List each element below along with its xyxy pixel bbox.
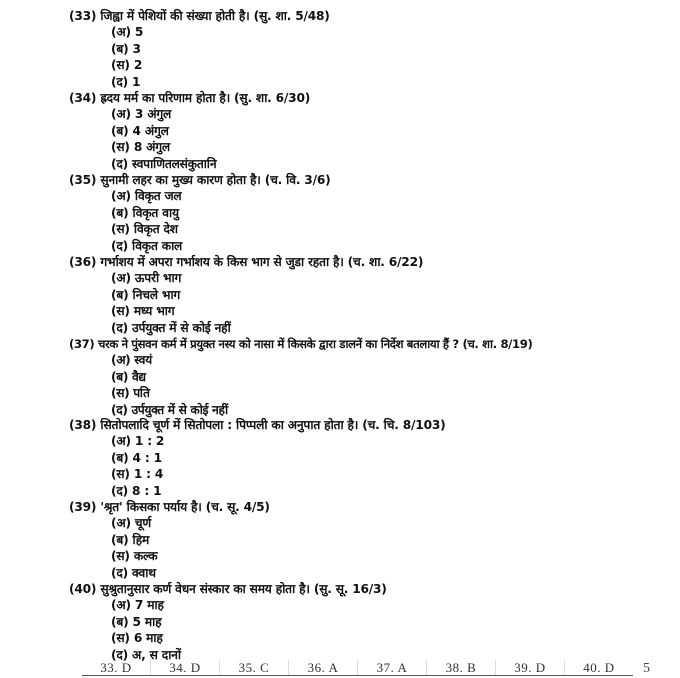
answer-key-item: 37. A	[358, 660, 427, 675]
option-c: (स) पति	[111, 386, 150, 401]
option-d: (द) अ, स दानों	[111, 647, 181, 662]
page-number: 5	[643, 661, 650, 676]
option-c: (स) विकृत देश	[111, 222, 178, 237]
option-a: (अ) स्वयं	[111, 353, 152, 368]
question-33	[69, 8, 330, 90]
question-stem: (40) सुश्रुतानुसार कर्ण वेधन संस्कार का समय होता है। (सु. सू. 16/3)	[69, 582, 387, 596]
option-c: (स) 2	[111, 58, 143, 73]
option-a: (अ) 7 माह	[111, 598, 164, 613]
question-stem: (36) गर्भाशय में अपरा गर्भाशय के किस भाग से जुडा रहता है। (च. शा. 6/22)	[69, 255, 424, 269]
option-b: (ब) हिम	[111, 532, 150, 547]
question-34	[69, 90, 310, 172]
option-d: (द) विकृत काल	[111, 238, 183, 253]
option-a: (अ) 1 : 2	[111, 434, 165, 449]
option-a: (अ) चूर्ण	[111, 516, 152, 531]
answer-key-strip	[82, 660, 633, 676]
question-36	[69, 254, 423, 336]
option-a: (अ) 3 अंगुल	[111, 107, 172, 122]
question-stem: (37) चरक ने पुंसवन कर्म में प्रयुक्त नस्य को नासा में किसके द्वारा डालनें का निर्देश बतलाया हैं ? (च. शा. 8/19)	[69, 337, 533, 351]
option-c: (स) कल्क	[111, 549, 158, 564]
option-b: (ब) 5 माह	[111, 614, 162, 629]
option-b: (ब) 3	[111, 41, 141, 56]
question-39	[69, 499, 270, 581]
question-35	[69, 172, 330, 254]
answer-key-item: 38. B	[427, 660, 496, 675]
option-d: (द) उर्पयुक्त में से कोई नहीं	[111, 320, 231, 335]
option-a: (अ) ऊपरी भाग	[111, 271, 182, 286]
answer-key-item: 34. D	[151, 660, 220, 675]
question-38	[69, 417, 446, 499]
option-a: (अ) 5	[111, 25, 144, 40]
question-stem: (33) जिह्वा में पेशियों की संख्या होती है। (सु. शा. 5/48)	[69, 9, 330, 23]
option-b: (ब) निचले भाग	[111, 287, 181, 302]
answer-key-item: 33. D	[82, 660, 151, 675]
answer-key-item: 36. A	[289, 660, 358, 675]
option-d: (द) क्वाथ	[111, 565, 156, 580]
option-c: (स) 6 माह	[111, 631, 163, 646]
option-c: (स) 1 : 4	[111, 467, 164, 482]
option-d: (द) 1	[111, 74, 141, 89]
question-40	[69, 581, 387, 663]
option-b: (ब) वैद्य	[111, 369, 146, 384]
question-stem: (34) ह्रदय मर्म का परिणाम होता है। (सु. शा. 6/30)	[69, 91, 311, 105]
option-b: (ब) 4 : 1	[111, 450, 162, 465]
question-37	[69, 336, 532, 418]
option-c: (स) मध्य भाग	[111, 304, 175, 319]
option-a: (अ) विकृत जल	[111, 189, 182, 204]
question-stem: (39) 'श्रृत' किसका पर्याय है। (च. सू. 4/5)	[69, 500, 270, 514]
option-b: (ब) 4 अंगुल	[111, 123, 169, 138]
question-stem: (38) सितोपलादि चूर्ण में सितोपला : पिप्पली का अनुपात होता है। (च. चि. 8/103)	[69, 418, 446, 432]
option-b: (ब) विकृत वायु	[111, 205, 179, 220]
option-d: (द) उर्पयुक्त में से कोई नहीं	[111, 402, 228, 417]
answer-key-item: 40. D	[583, 660, 615, 675]
question-stem: (35) सुनामी लहर का मुख्य कारण होता है। (च. वि. 3/6)	[69, 173, 331, 187]
option-c: (स) 8 अंगुल	[111, 140, 170, 155]
option-d: (द) 8 : 1	[111, 483, 162, 498]
answer-key-item: 35. C	[220, 660, 289, 675]
option-d: (द) स्वपाणितलसंकुतानि	[111, 156, 217, 171]
answer-key-item: 39. D	[496, 660, 565, 675]
